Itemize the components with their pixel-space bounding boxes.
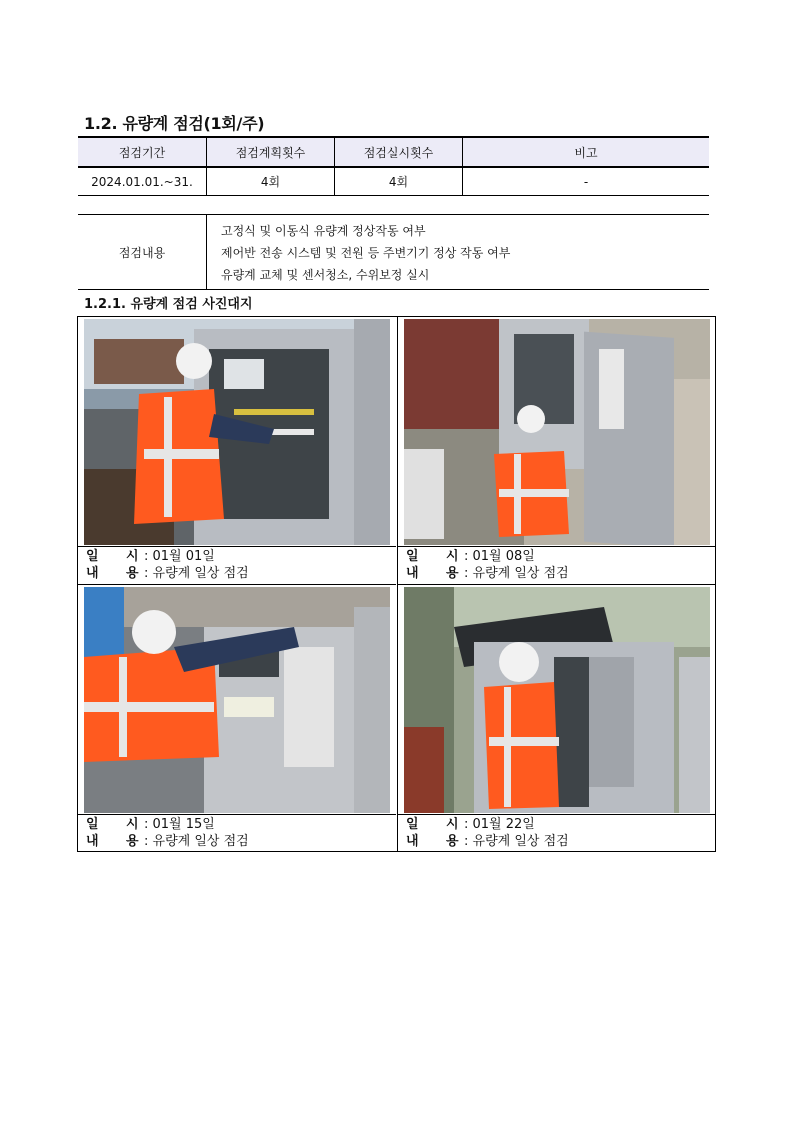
cell-remarks: - <box>463 167 710 196</box>
photo-caption <box>78 546 396 584</box>
photo-cell <box>397 584 716 852</box>
photo-grid <box>77 316 716 852</box>
table-header-row <box>78 137 709 167</box>
content-value: : 유량계 일상 점검 <box>464 566 569 581</box>
content-value: : 유량계 일상 점검 <box>464 834 569 849</box>
content-item: 고정식 및 이동식 유량계 정상작동 여부 <box>221 224 426 238</box>
content-key-1: 내 <box>86 834 99 849</box>
date-key-2: 시 <box>446 549 459 564</box>
content-key-1: 내 <box>406 566 419 581</box>
content-item: 제어반 전송 시스템 및 전원 등 주변기기 정상 작동 여부 <box>221 246 511 260</box>
content-value: : 유량계 일상 점검 <box>144 566 249 581</box>
content-key-2: 용 <box>126 834 139 849</box>
photo-section-title: 1.2.1. 유량계 점검 사진대지 <box>84 297 253 312</box>
date-key-2: 시 <box>126 817 139 832</box>
content-key-2: 용 <box>126 566 139 581</box>
section-title: 1.2. 유량계 점검(1회/주) <box>84 114 265 133</box>
cell-period: 2024.01.01.~31. <box>78 167 207 196</box>
content-value: : 유량계 일상 점검 <box>144 834 249 849</box>
date-key-1: 일 <box>86 549 99 564</box>
inspection-photo <box>404 587 710 813</box>
date-value: : 01월 01일 <box>144 549 215 564</box>
date-value: : 01월 08일 <box>464 549 535 564</box>
inspection-photo <box>84 587 390 813</box>
header-period: 점검기간 <box>78 137 207 167</box>
inspection-photo <box>404 319 710 545</box>
date-key-2: 시 <box>446 817 459 832</box>
photo-caption <box>398 814 716 852</box>
date-key-1: 일 <box>86 817 99 832</box>
date-value: : 01월 15일 <box>144 817 215 832</box>
content-key-1: 내 <box>406 834 419 849</box>
content-key-2: 용 <box>446 566 459 581</box>
cell-planned-count: 4회 <box>207 167 335 196</box>
photo-caption <box>78 814 396 852</box>
date-key-1: 일 <box>406 549 419 564</box>
inspection-content-box <box>78 214 709 290</box>
header-planned-count: 점검계획횟수 <box>207 137 335 167</box>
date-value: : 01월 22일 <box>464 817 535 832</box>
content-item: 유량계 교체 및 센서청소, 수위보정 실시 <box>221 268 430 282</box>
content-key-2: 용 <box>446 834 459 849</box>
inspection-summary-table <box>78 136 709 196</box>
cell-actual-count: 4회 <box>335 167 463 196</box>
date-key-1: 일 <box>406 817 419 832</box>
photo-cell <box>397 317 716 584</box>
inspection-photo <box>84 319 390 545</box>
header-actual-count: 점검실시횟수 <box>335 137 463 167</box>
content-label: 점검내용 <box>78 215 207 289</box>
photo-caption <box>398 546 716 584</box>
date-key-2: 시 <box>126 549 139 564</box>
content-key-1: 내 <box>86 566 99 581</box>
photo-cell <box>78 584 396 852</box>
content-list <box>207 215 709 289</box>
photo-cell <box>78 317 396 584</box>
header-remarks: 비고 <box>463 137 710 167</box>
table-row <box>78 167 709 196</box>
